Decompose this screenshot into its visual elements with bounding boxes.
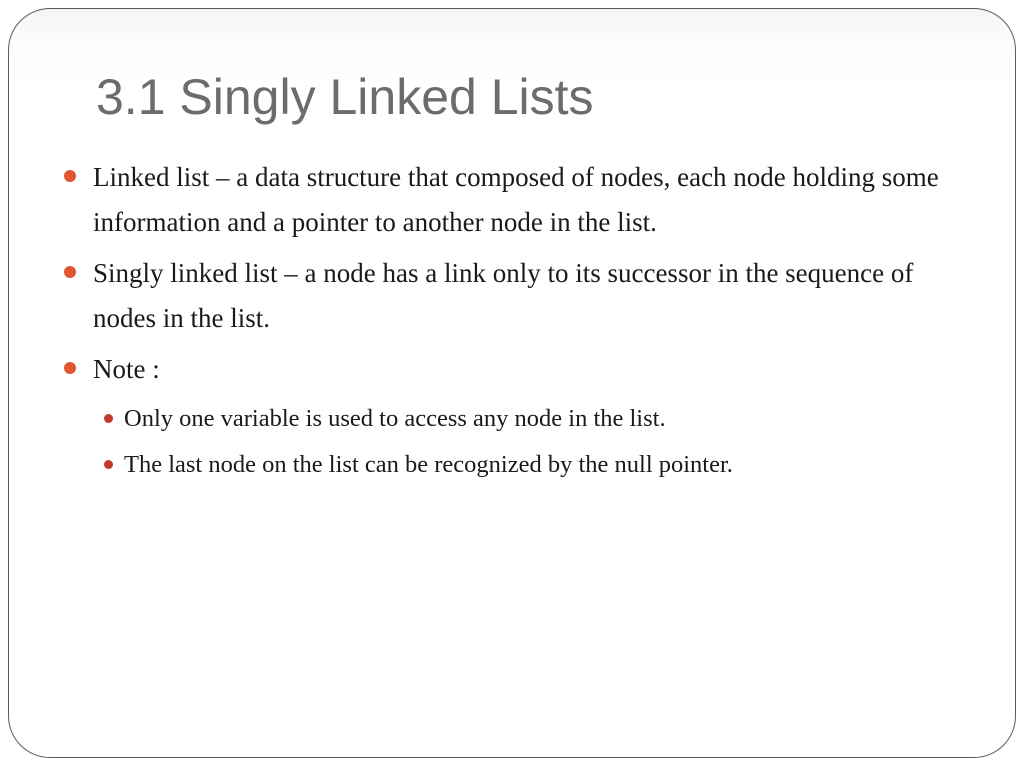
bullet-text: Singly linked list – a node has a link only to its successor in the sequence of nodes in the list. — [93, 258, 914, 333]
sub-bullet-text: Only one variable is used to access any node in the list. — [124, 404, 666, 432]
bullet-item — [60, 155, 960, 244]
sub-bullet-item — [60, 442, 960, 488]
sub-bullet-item — [60, 396, 960, 442]
sub-bullet-list — [60, 396, 960, 488]
bullet-text: Note : — [93, 354, 160, 384]
sub-bullet-dot-icon — [104, 460, 113, 469]
sub-bullet-text: The last node on the list can be recognized by the null pointer. — [124, 450, 733, 478]
bullet-dot-icon — [64, 362, 76, 374]
bullet-dot-icon — [64, 170, 76, 182]
bullet-item — [60, 251, 960, 340]
slide-body — [60, 155, 960, 488]
bullet-dot-icon — [64, 266, 76, 278]
slide-title: 3.1 Singly Linked Lists — [96, 69, 594, 125]
bullet-item — [60, 347, 960, 392]
sub-bullet-dot-icon — [104, 414, 113, 423]
bullet-text: Linked list – a data structure that composed of nodes, each node holding some information and a pointer to another node in the list. — [93, 162, 939, 237]
